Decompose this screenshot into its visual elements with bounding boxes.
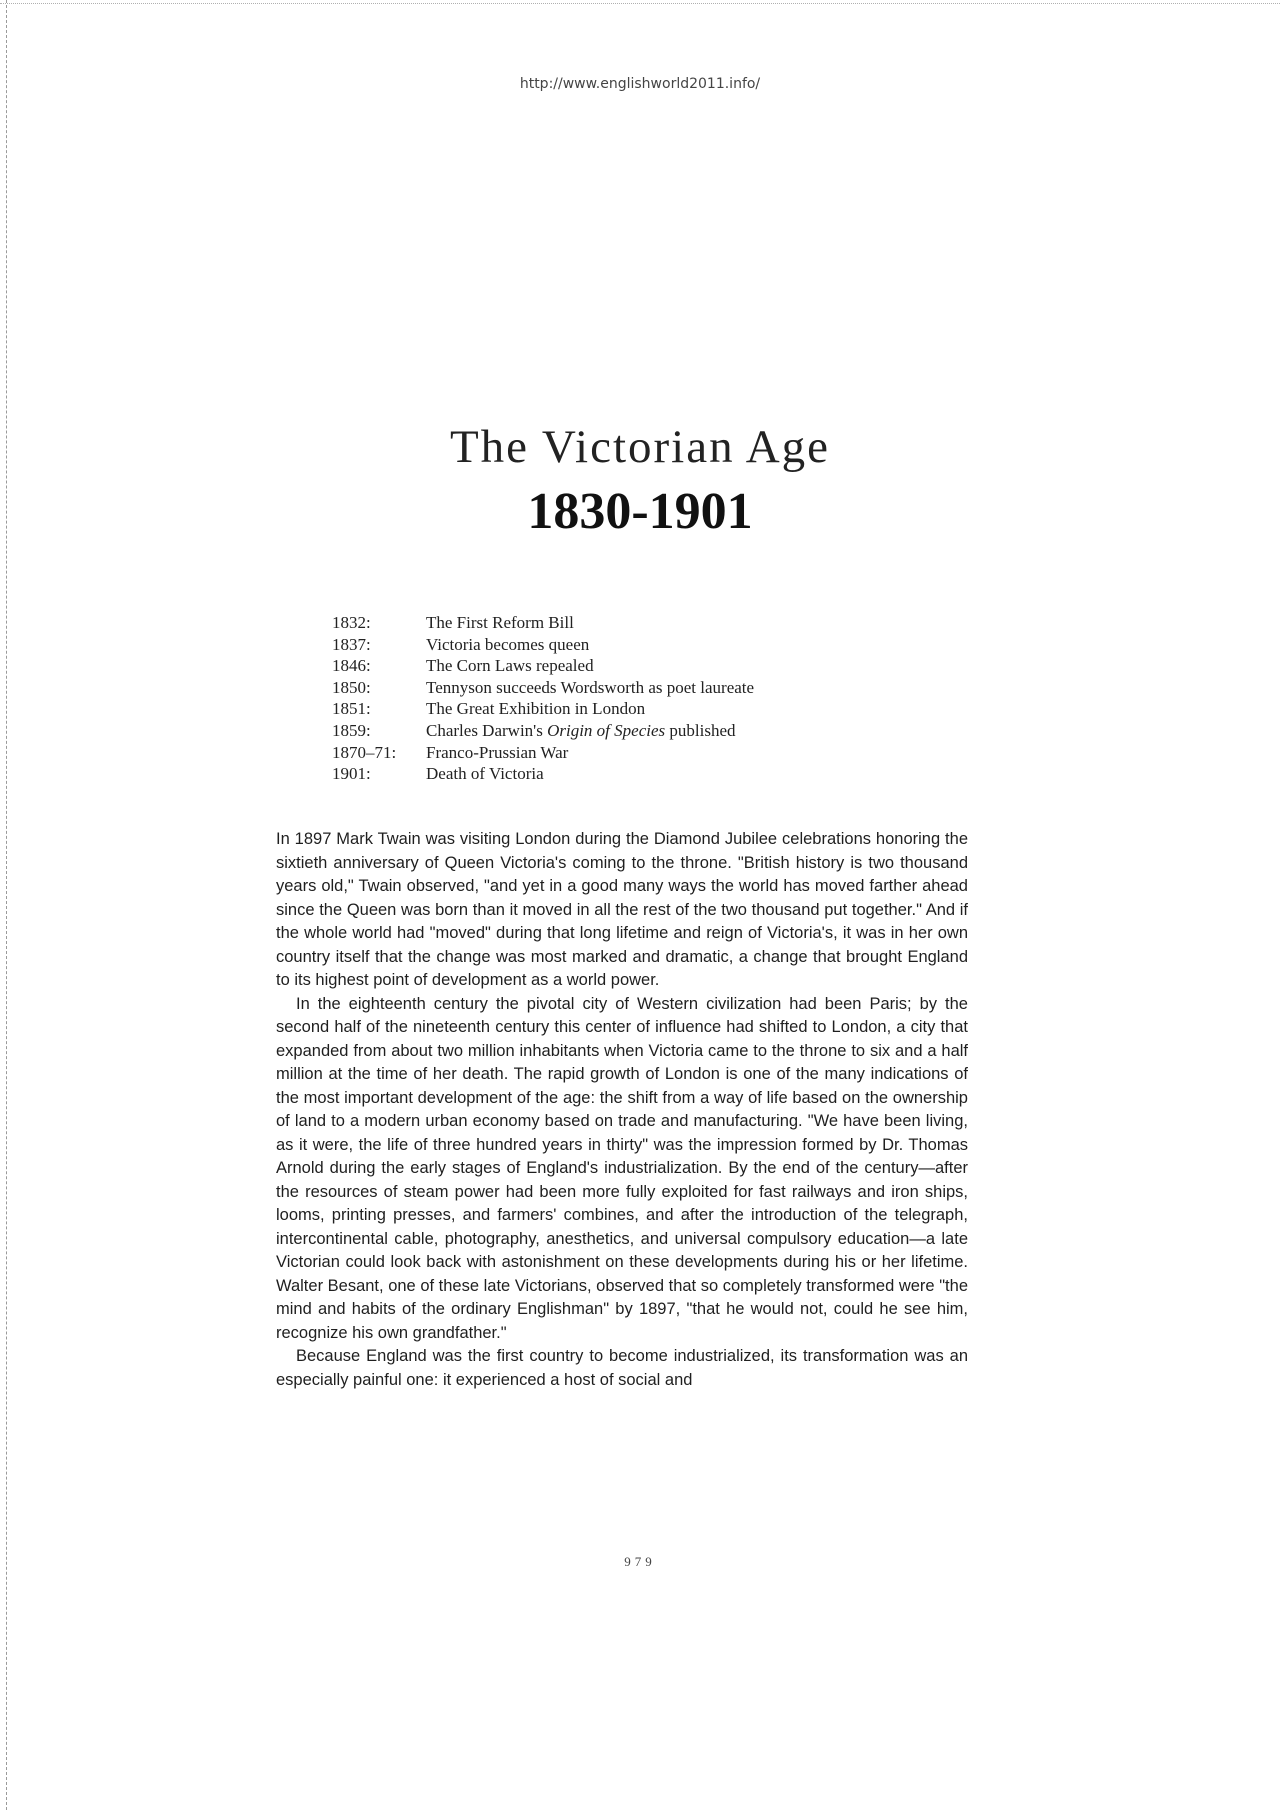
paragraph: In the eighteenth century the pivotal city of Western civilization had been Paris; by the second half of the nineteenth century this center of influence had shifted to London, a city that expanded from about two million inhabitants when Victoria came to the throne to six and a half million at the time of her death. The rapid growth of London is one of the many indications of the most important development of the age: the shift from a way of life based on the ownership of land to a modern urban economy based on trade and manufacturing. "We have been living, as it were, the life of three hundred years in thirty" was the impression formed by Dr. Thomas Arnold during the early stages of England's industrialization. By the end of the century—after the resources of steam power had been more fully exploited for fast railways and iron ships, looms, printing presses, and farmers' combines, and after the introduction of the telegraph, intercontinental cable, photography, anesthetics, and universal compulsory education—a late Victorian could look back with astonishment on these developments during his or her lifetime. Walter Besant, one of these late Victorians, observed that so completely transformed were "the mind and habits of the ordinary Englishman" by 1897, "that he would not, could he see him, recognize his own grandfather." [276,994,968,1342]
timeline-year: 1832: [332,613,371,632]
timeline-year: 1837: [332,634,371,654]
paragraph: In 1897 Mark Twain was visiting London during the Diamond Jubilee celebrations honoring the sixtieth anniversary of Queen Victoria's coming to the throne. "British history is two thousand years old," Twain observed, "and yet in a good many ways the world has moved farther ahead since the Queen was born than it moved in all the rest of the two thousand put together." And if the whole world had "moved" during that long lifetime and reign of Victoria's, it was in her own country itself that the change was most marked and dramatic, a change that brought England to its highest point of development as a world power. [276,830,968,989]
timeline-year: 1846: [332,656,371,676]
timeline-row [332,655,892,677]
timeline-event: The First Reform Bill [426,613,574,632]
source-url: http://www.englishworld2011.info/ [519,76,761,92]
timeline-year: 1851: [332,699,371,719]
timeline-row [332,720,892,742]
timeline-year: 1859: [332,720,371,740]
timeline-row [332,742,892,764]
timeline-row [332,634,892,656]
timeline-row [332,698,892,720]
paragraph: Because England was the first country to become industrialized, its transformation was an especially painful one: it experienced a host of social and [276,1347,968,1389]
timeline-event: Victoria becomes queen [426,634,590,654]
timeline-row [332,677,892,699]
timeline-row [332,763,892,785]
page-number: 979 [624,1554,656,1569]
timeline-event-prefix: Charles Darwin's [426,720,548,740]
scan-edge-left [6,0,7,1810]
timeline-event [426,720,892,742]
book-title: Origin of Species [547,720,666,740]
timeline-event: Franco-Prussian War [426,742,569,762]
timeline-event: Death of Victoria [426,764,544,784]
chapter-title: The Victorian Age [449,421,831,473]
timeline-event: The Great Exhibition in London [426,699,646,719]
timeline-event-suffix: published [665,720,736,740]
scan-edge-top [0,3,1280,4]
body-text [276,828,968,1392]
timeline [332,612,892,785]
chapter-years: 1830-1901 [527,483,753,540]
timeline-year: 1850: [332,677,371,697]
timeline-event: The Corn Laws repealed [426,656,594,676]
timeline-row [332,612,892,634]
timeline-event: Tennyson succeeds Wordsworth as poet laureate [426,677,755,697]
timeline-year: 1870–71: [332,742,397,762]
timeline-year: 1901: [332,764,371,784]
